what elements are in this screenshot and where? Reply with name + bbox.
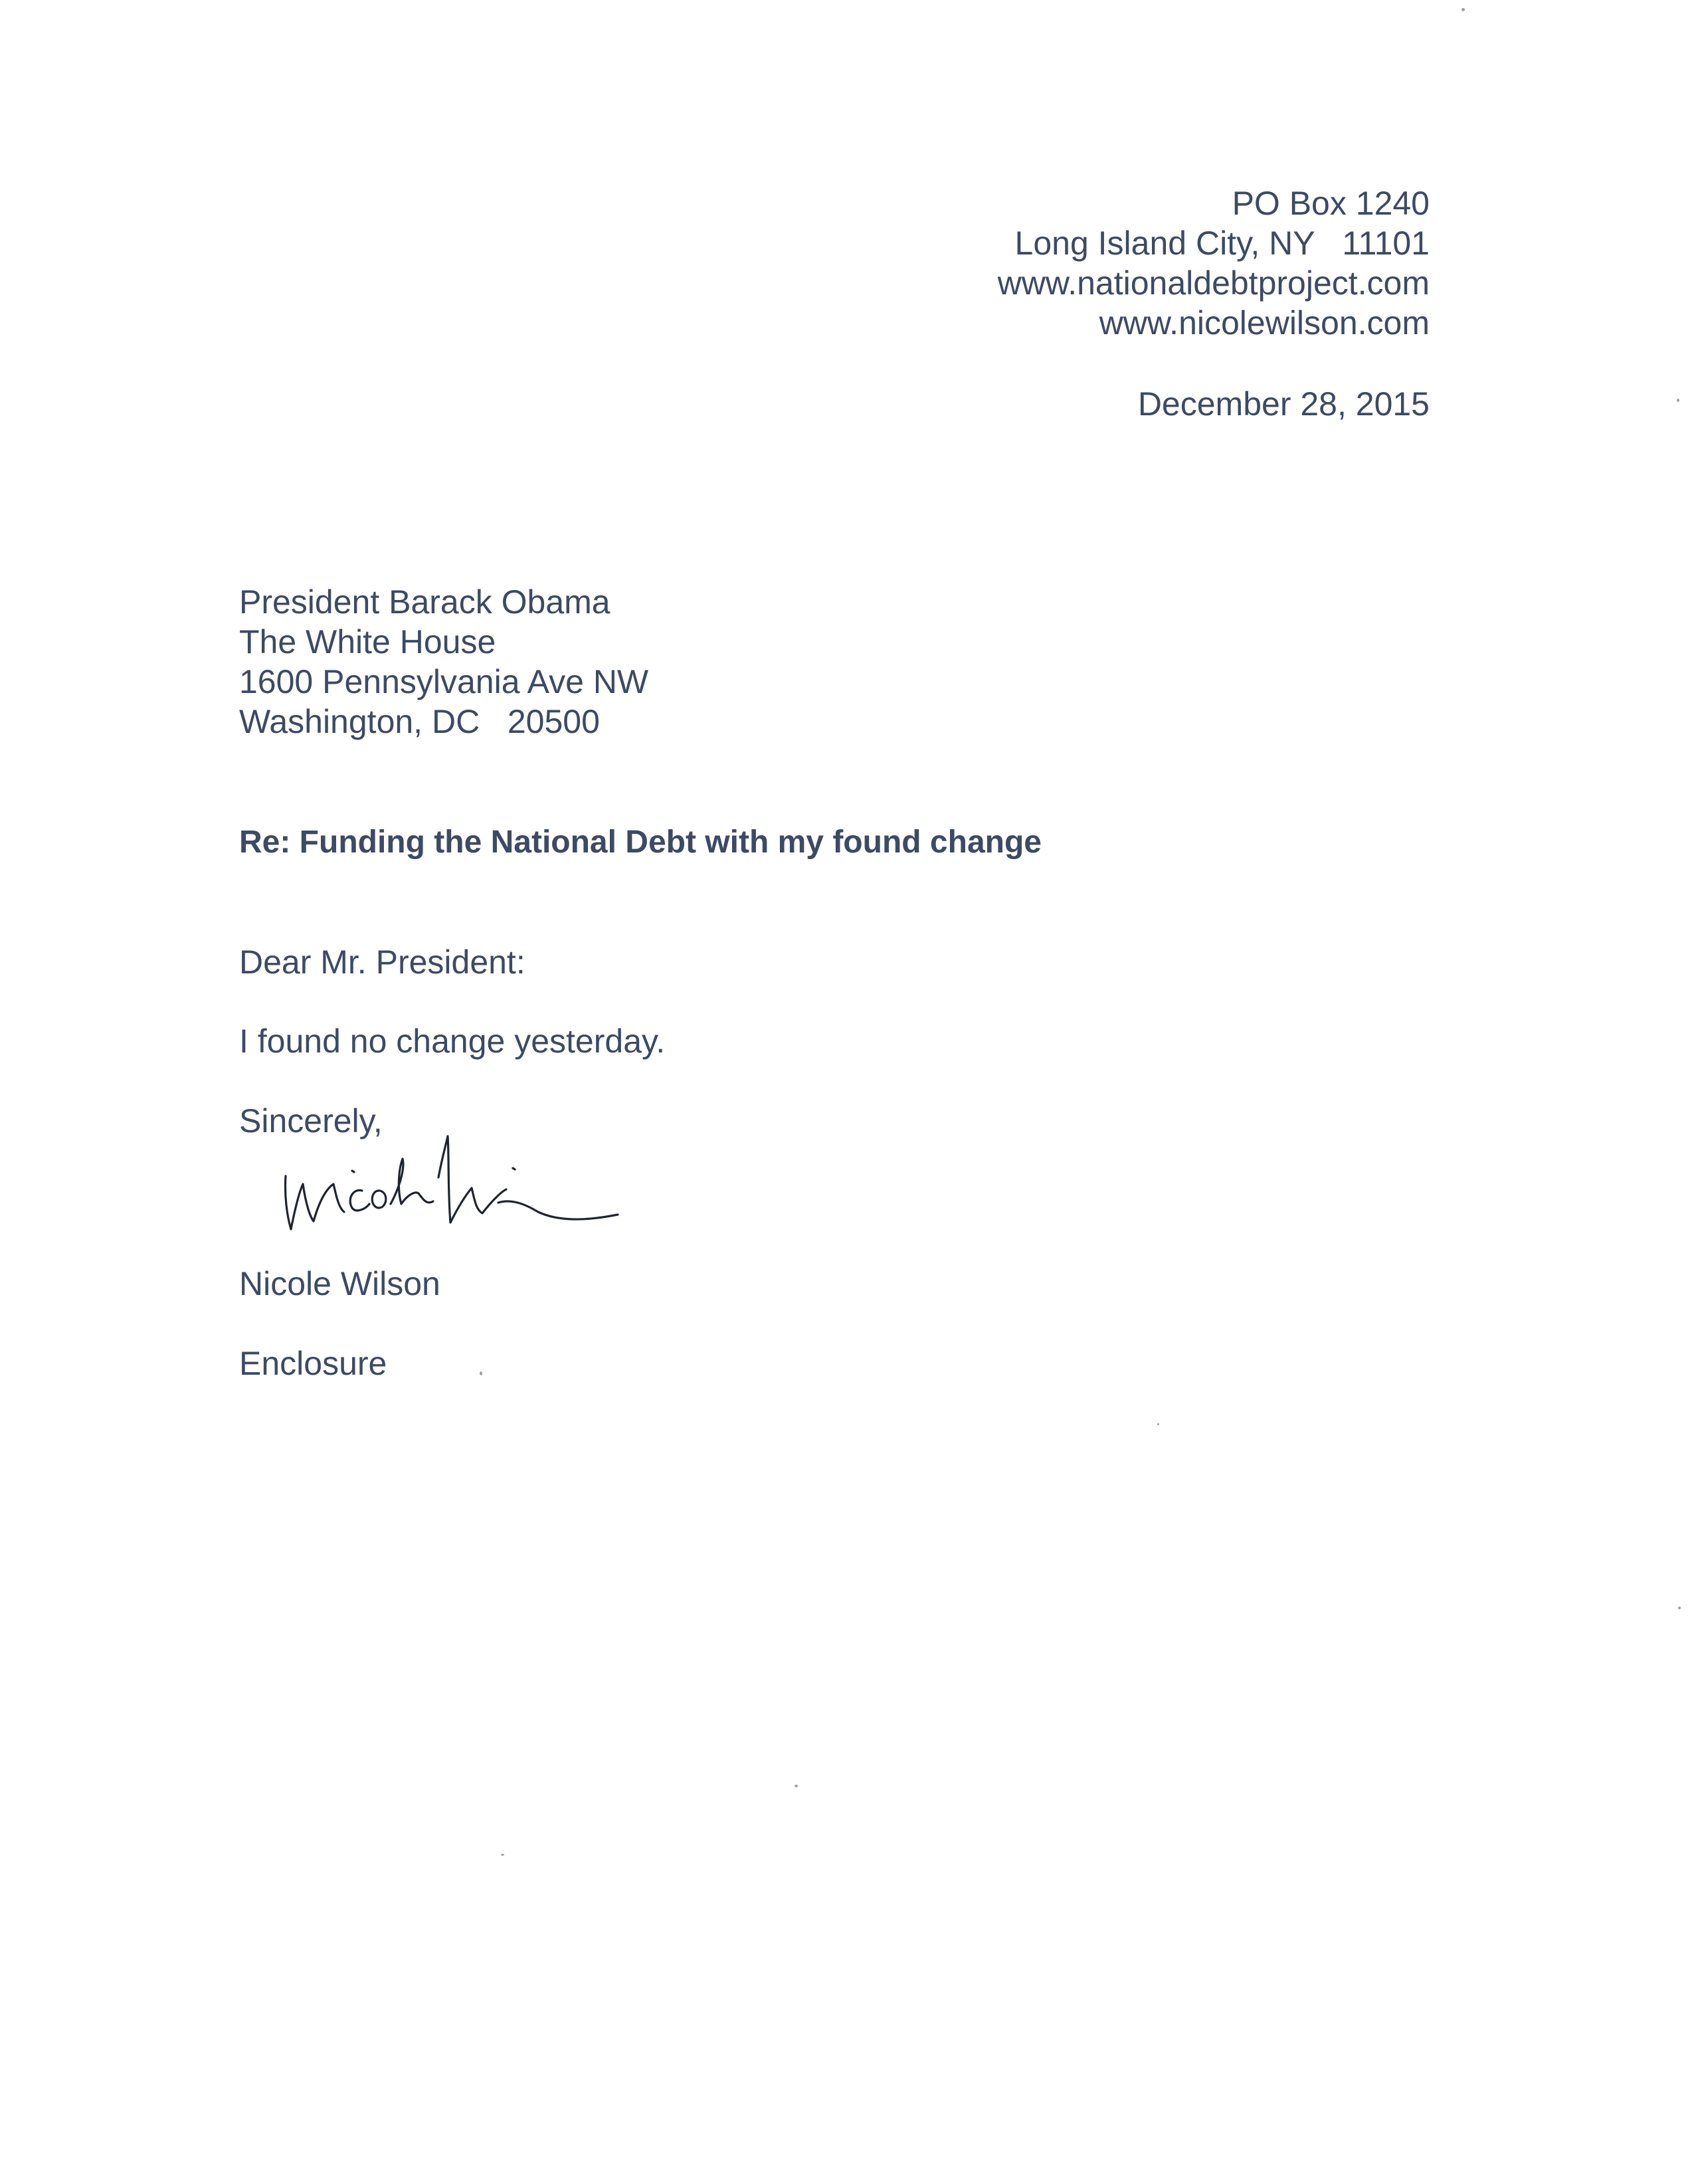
- sender-po-box: PO Box 1240: [1232, 185, 1430, 222]
- scan-speck: [1461, 8, 1465, 11]
- closing: Sincerely,: [239, 1102, 383, 1140]
- sender-address-block: [998, 183, 1430, 343]
- scan-speck: [1677, 399, 1679, 402]
- sender-city-line: Long Island City, NY 11101: [1014, 225, 1430, 262]
- letter-date: December 28, 2015: [1137, 385, 1430, 423]
- signer-name: Nicole Wilson: [239, 1265, 440, 1302]
- scan-speck: [795, 1785, 798, 1787]
- salutation: Dear Mr. President:: [239, 943, 525, 981]
- recipient-name: President Barack Obama: [239, 583, 611, 621]
- handwritten-signature: [272, 1130, 651, 1249]
- letter-body: I found no change yesterday.: [239, 1023, 666, 1060]
- scan-speck: [1157, 1423, 1159, 1425]
- recipient-address-block: [239, 582, 648, 742]
- enclosure-note: Enclosure: [239, 1345, 387, 1382]
- sender-website-1: www.nationaldebtproject.com: [997, 264, 1430, 302]
- subject-line: Re: Funding the National Debt with my found change: [239, 825, 1042, 860]
- sender-website-2: www.nicolewilson.com: [1099, 304, 1430, 342]
- scan-speck: [480, 1371, 482, 1375]
- scan-speck: [1678, 1607, 1681, 1609]
- recipient-city-line: Washington, DC 20500: [239, 703, 600, 740]
- scan-speck: [501, 1854, 504, 1856]
- recipient-street: 1600 Pennsylvania Ave NW: [239, 663, 649, 700]
- recipient-organization: The White House: [239, 623, 496, 660]
